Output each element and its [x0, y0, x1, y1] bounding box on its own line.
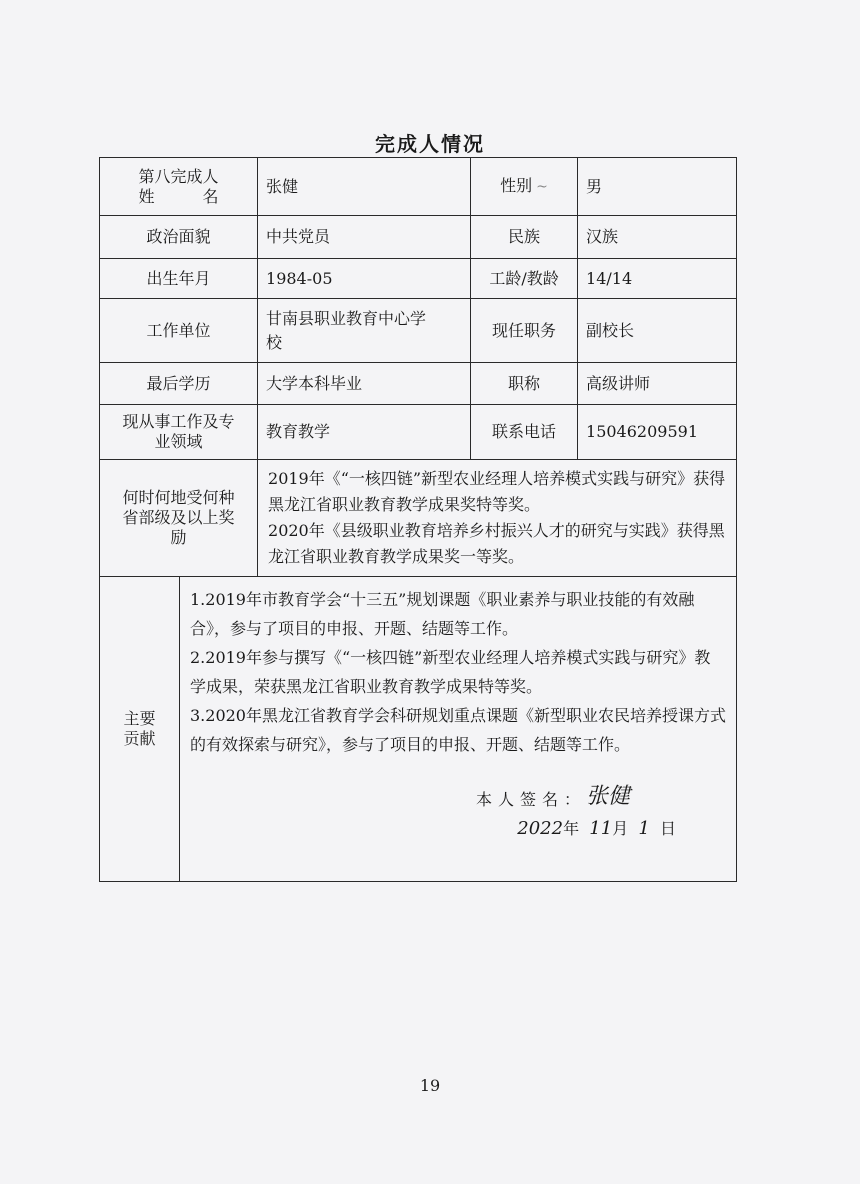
position-label: 现任职务: [471, 299, 578, 363]
date-day: 1: [638, 818, 650, 839]
position-value: 副校长: [578, 299, 737, 363]
phone-label: 联系电话: [471, 405, 578, 460]
employer-value-cell: [258, 299, 471, 363]
awards-label-line-2: 省部级及以上奖: [122, 508, 235, 527]
awards-label-line-3: 励: [170, 528, 187, 547]
table-row: [100, 259, 737, 299]
awards-label-line-1: 何时何地受何种: [122, 488, 235, 507]
contrib-value-cell: [180, 577, 737, 882]
date-month: 11: [589, 818, 613, 839]
field-label-cell: [100, 405, 258, 460]
contrib-item: 2.2019年参与撰写《“一核四链”新型农业经理人培养模式实践与研究》教学成果，荣获黑龙江省职业教育教学成果特等奖。: [190, 648, 711, 696]
sign-label: 本人签名：: [475, 790, 586, 809]
contrib-label-cell: [100, 577, 180, 882]
ethnic-label: 民族: [471, 216, 578, 259]
personal-info-table: [99, 157, 737, 882]
gender-label-cell: [471, 158, 578, 216]
phone-value: 15046209591: [578, 405, 737, 460]
title-label: 职称: [471, 363, 578, 405]
table-row: [100, 158, 737, 216]
birth-value: 1984-05: [258, 259, 471, 299]
table-row: [100, 577, 737, 882]
name-label-line-1: 第八完成人: [138, 166, 219, 186]
page-number: 19: [419, 1076, 441, 1095]
award-item: 2020年《县级职业教育培养乡村振兴人才的研究与实践》获得黑龙江省职业教育教学成果奖一等奖。: [268, 521, 725, 566]
field-label-line-1: 现从事工作及专: [122, 412, 235, 431]
name-value: 张健: [258, 158, 471, 216]
gender-label: 性别: [500, 176, 533, 195]
education-value: 大学本科毕业: [258, 363, 471, 405]
table-row: [100, 299, 737, 363]
awards-label-cell: [100, 460, 258, 577]
field-value: 教育教学: [258, 405, 471, 460]
politics-label: 政治面貌: [100, 216, 258, 259]
education-label: 最后学历: [100, 363, 258, 405]
gender-value: 男: [578, 158, 737, 216]
field-label-line-2: 业领域: [154, 432, 203, 451]
employer-label: 工作单位: [100, 299, 258, 363]
politics-value: 中共党员: [258, 216, 471, 259]
award-item: 2019年《“一核四链”新型农业经理人培养模式实践与研究》获得黑龙江省职业教育教学成果奖特等奖。: [268, 469, 726, 514]
ethnic-value: 汉族: [578, 216, 737, 259]
signature-line: [190, 784, 726, 817]
seniority-value: 14/14: [578, 259, 737, 299]
date-month-unit: 月: [612, 819, 629, 838]
table-row: [100, 405, 737, 460]
gender-mark: ~: [536, 179, 548, 195]
seniority-label: 工龄/教龄: [471, 259, 578, 299]
employer-value-line-1: 甘南县职业教育中心学: [266, 308, 427, 328]
table-row: [100, 216, 737, 259]
page-title: 完成人情况: [375, 132, 485, 156]
date-year-unit: 年: [563, 819, 580, 838]
date-day-unit: 日: [660, 819, 677, 838]
date-line: [190, 817, 726, 843]
contrib-item: 1.2019年市教育学会“十三五”规划课题《职业素养与职业技能的有效融合》，参与了项目的申报、开题、结题等工作。: [190, 590, 695, 638]
employer-value-line-2: 校: [266, 332, 283, 352]
awards-value-cell: [258, 460, 737, 577]
signature: 张健: [586, 784, 631, 809]
table-row: [100, 363, 737, 405]
contrib-label-line-1: 主要: [123, 709, 156, 728]
name-label-line-2: 姓 名: [138, 186, 219, 206]
date-year: 2022: [517, 818, 564, 839]
birth-label: 出生年月: [100, 259, 258, 299]
contrib-item: 3.2020年黑龙江省教育学会科研规划重点课题《新型职业农民培养授课方式的有效探索与研究》，参与了项目的申报、开题、结题等工作。: [190, 706, 726, 754]
name-label-cell: [100, 158, 258, 216]
contrib-label-line-2: 贡献: [123, 729, 156, 748]
contrib-list: [190, 585, 726, 759]
table-row: [100, 460, 737, 577]
title-value: 高级讲师: [578, 363, 737, 405]
